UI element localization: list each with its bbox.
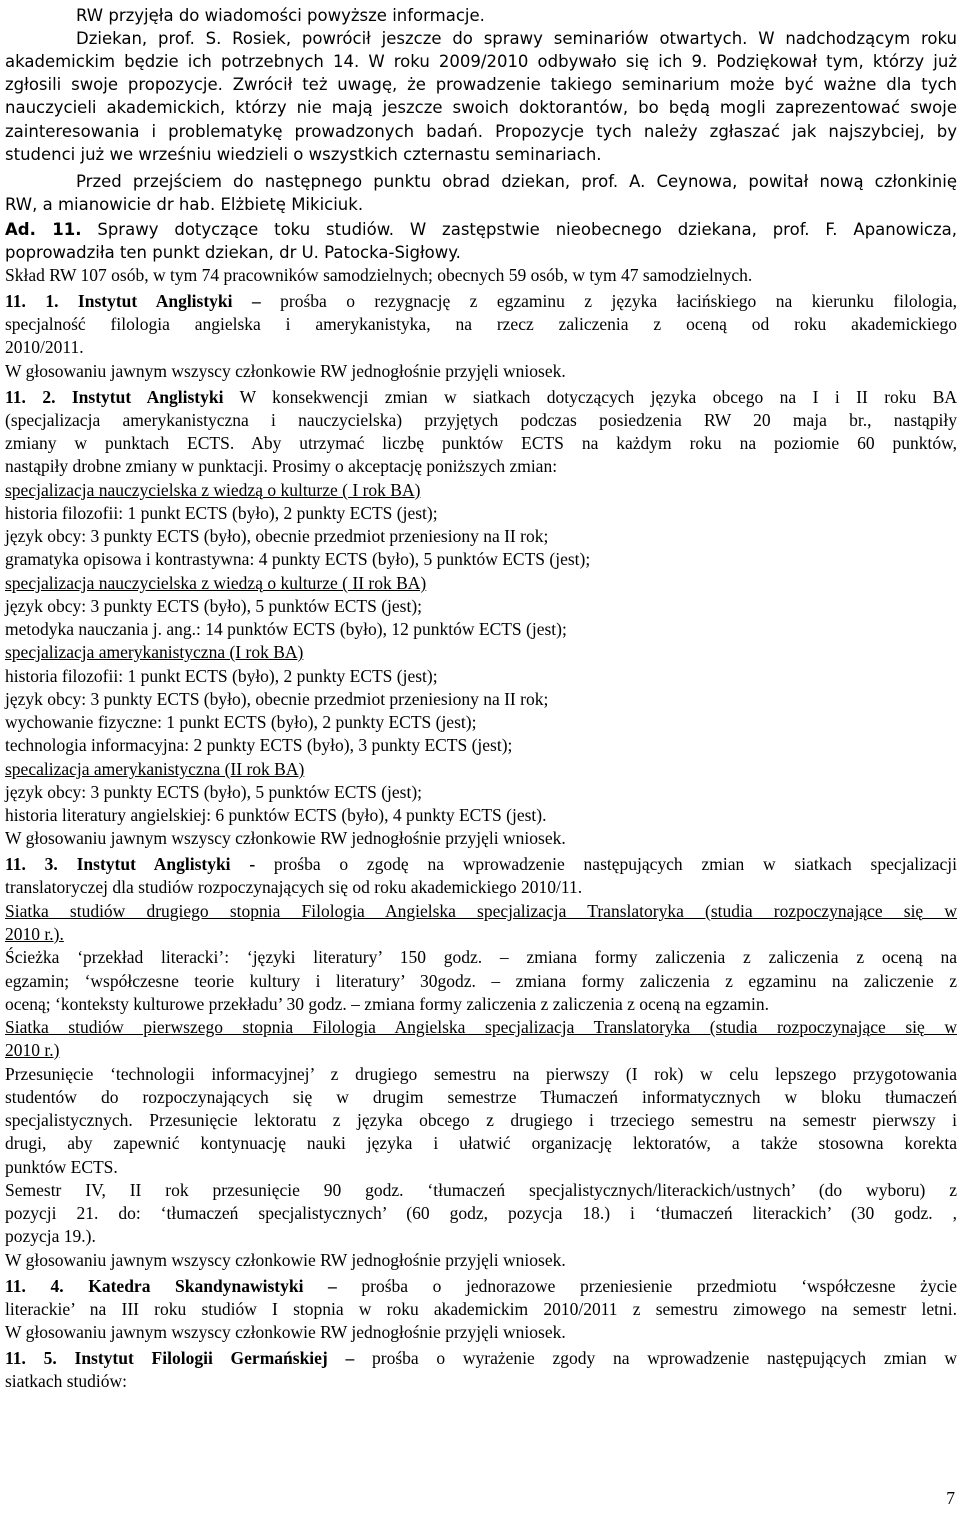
text-line: historia filozofii: 1 punkt ECTS (było), 2 punkty ECTS (jest); <box>5 503 438 523</box>
text-line: specjalność filologia angielska i amerykanistyka, na rzecz zaliczenia z oceną od roku akademickiego <box>5 314 957 334</box>
text-line: wychowanie fizyczne: 1 punkt ECTS (było), 2 punkty ECTS (jest); <box>5 712 477 732</box>
text-line: drugi, aby zapewnić kontynuację nauki języka i ułatwić organizację lektoratów, a także stosowna korekta <box>5 1133 957 1153</box>
item-heading: 11. 3. Instytut Anglistyki - <box>5 854 256 874</box>
text-line: siatkach studiów: <box>5 1371 127 1391</box>
text-line: gramatyka opisowa i kontrastywna: 4 punkty ECTS (było), 5 punktów ECTS (jest); <box>5 549 591 569</box>
text-line: Siatka studiów drugiego stopnia Filologia Angielska specjalizacja Translatoryka (studia rozpoczynające się w <box>5 901 957 921</box>
text-line: nastąpiły drobne zmiany w punktacji. Prosimy o akceptację poniższych zmian: <box>5 456 558 476</box>
text-line: 11. 5. Instytut Filologii Germańskiej – prośba o wyrażenie zgody na wprowadzenie następujących zmian w <box>5 1348 958 1368</box>
text-line: 2010 r.). <box>5 924 64 944</box>
text-line: zainteresowania i problematykę prowadzonych badań. Propozycje tych należy zgłaszać jak najszybciej, by <box>5 122 957 141</box>
text-line: W głosowaniu jawnym wszyscy członkowie RW jednogłośnie przyjęli wniosek. <box>5 361 566 381</box>
text-line: nauczycieli akademickich, którzy nie mają jeszcze swoich doktorantów, bo będą mogli zaprezentować swoje <box>5 98 957 117</box>
page-number: 7 <box>946 1488 955 1508</box>
text-line: literackie’ na III roku studiów I stopnia w roku akademickim 2010/2011 z semestru zimowego na semestr letni. <box>5 1299 957 1319</box>
text-line: 11. 3. Instytut Anglistyki - prośba o zgodę na wprowadzenie następujących zmian w siatkach specjalizacji <box>5 854 957 874</box>
text-line: specjalizacja nauczycielska z wiedzą o kulturze ( II rok BA) <box>5 573 427 593</box>
text-line: historia filozofii: 1 punkt ECTS (było), 2 punkty ECTS (jest); <box>5 666 438 686</box>
text-line: specjalizacja nauczycielska z wiedzą o kulturze ( I rok BA) <box>5 480 421 500</box>
text-line: (specjalizacja amerykanistyczna i nauczycielska) przyjętych podczas posiedzenia RW 20 maja br., nastąpiły <box>5 410 957 430</box>
item-heading: 11. 2. Instytut Anglistyki <box>5 387 224 407</box>
text-line: translatoryczej dla studiów rozpoczynających się od roku akademickiego 2010/11. <box>5 877 583 897</box>
text-line: Ad. 11. Sprawy dotyczące toku studiów. W zastępstwie nieobecnego dziekana, prof. F. Apanowicza, <box>5 220 957 239</box>
text-line: Semestr IV, II rok przesunięcie 90 godz. ‘tłumaczeń specjalistycznych/literackich/ustnych’ (do wyboru) z <box>5 1180 957 1200</box>
text-line: W głosowaniu jawnym wszyscy członkowie RW jednogłośnie przyjęli wniosek. <box>5 1250 566 1270</box>
text-line: język obcy: 3 punkty ECTS (było), obecnie przedmiot przeniesiony na II rok; <box>5 526 549 546</box>
text-line: technologia informacyjna: 2 punkty ECTS (było), 3 punkty ECTS (jest); <box>5 735 513 755</box>
text-line: Skład RW 107 osób, w tym 74 pracowników samodzielnych; obecnych 59 osób, w tym 47 samodzielnych. <box>5 265 753 285</box>
text-line: Przesunięcie ‘technologii informacyjnej’ z drugiego semestru na pierwszy (I rok) w celu lepszego przygotowania <box>5 1064 957 1084</box>
item-heading: 11. 4. Katedra Skandynawistyki – <box>5 1276 337 1296</box>
text-line: egzamin; ‘współczesne teorie kultury i literatury’ 30godz. – zmiana formy zaliczenia z egzaminu na zaliczenie z <box>5 971 957 991</box>
text-line: pozycja 19.). <box>5 1226 96 1246</box>
text-line: W głosowaniu jawnym wszyscy członkowie RW jednogłośnie przyjęli wniosek. <box>5 828 566 848</box>
item-heading: Ad. 11. <box>5 220 82 239</box>
text-line: Siatka studiów pierwszego stopnia Filologia Angielska specjalizacja Translatoryka (studia rozpoczynające się w <box>5 1017 957 1037</box>
text-line: specjalizacja amerykanistyczna (I rok BA) <box>5 642 304 662</box>
text-line: Przed przejściem do następnego punktu obrad dziekan, prof. A. Ceynowa, powitał nową członkinię <box>76 172 957 191</box>
text-line: akademickim będzie ich potrzebnych 14. W roku 2009/2010 odbywało się ich 9. Podziękował tym, którzy już <box>5 52 957 71</box>
text-line: Dziekan, prof. S. Rosiek, powrócił jeszcze do sprawy seminariów otwartych. W nadchodzącym roku <box>76 29 957 48</box>
text-line: specalizacja amerykanistyczna (II rok BA) <box>5 759 305 779</box>
item-heading: 11. 1. Instytut Anglistyki – <box>5 291 261 311</box>
text-line: metodyka nauczania j. ang.: 14 punktów ECTS (było), 12 punktów ECTS (jest); <box>5 619 567 639</box>
text-line: pozycji 21. do: ‘tłumaczeń specjalistycznych’ (60 godz, pozycja 18.) i ‘tłumaczeń literackich’ (30 godz. , <box>5 1203 957 1223</box>
text-line: zmiany w punktach ECTS. Aby utrzymać liczbę punktów ECTS na każdym roku na poziomie 60 punktów, <box>5 433 957 453</box>
text-line: 11. 2. Instytut Anglistyki W konsekwencji zmian w siatkach dotyczących języka obcego na I i II roku BA <box>5 387 957 407</box>
text-line: studenci już we wrześniu wiedzieli o wszystkich czternastu seminariach. <box>5 145 602 164</box>
text-line: zgłosili swoje propozycje. Zwrócił też uwagę, że prowadzenie takiego seminarium może być ważne dla tych <box>5 75 957 94</box>
text-line: 2010 r.) <box>5 1040 60 1060</box>
text-line: punktów ECTS. <box>5 1157 118 1177</box>
text-line: język obcy: 3 punkty ECTS (było), 5 punktów ECTS (jest); <box>5 596 423 616</box>
text-line: 11. 1. Instytut Anglistyki – prośba o rezygnację z egzaminu z języka łacińskiego na kierunku filologia, <box>5 291 958 311</box>
text-line: historia literatury angielskiej: 6 punktów ECTS (było), 4 punkty ECTS (jest). <box>5 805 547 825</box>
text-line: poprowadziła ten punkt dziekan, dr U. Patocka-Sigłowy. <box>5 243 461 262</box>
text-line: RW, a mianowicie dr hab. Elżbietę Mikiciuk. <box>5 195 364 214</box>
text-line: Ścieżka ‘przekład literacki’: ‘języki literatury’ 150 godz. – zmiana formy zaliczenia z zaliczenia z oceną na <box>5 947 957 967</box>
text-line: specjalistycznych. Przesunięcie lektoratu z języka obcego z drugiego i trzeciego semestru na semestr pierwszy i <box>5 1110 957 1130</box>
text-line: studentów do rozpoczynających się w drugim semestrze Tłumaczeń informatycznych w bloku tłumaczeń <box>5 1087 957 1107</box>
text-line: oceną; ‘konteksty kulturowe przekładu’ 30 godz. – zmiana formy zaliczenia z zaliczenia z oceną na egzamin. <box>5 994 769 1014</box>
text-line: RW przyjęła do wiadomości powyższe informacje. <box>76 6 485 25</box>
text-line: język obcy: 3 punkty ECTS (było), obecnie przedmiot przeniesiony na II rok; <box>5 689 549 709</box>
text-line: 11. 4. Katedra Skandynawistyki – prośba o jednorazowe przeniesienie przedmiotu ‘współczesne życie <box>5 1276 957 1296</box>
text-line: 2010/2011. <box>5 337 84 357</box>
item-heading: 11. 5. Instytut Filologii Germańskiej – <box>5 1348 355 1368</box>
text-line: W głosowaniu jawnym wszyscy członkowie RW jednogłośnie przyjęli wniosek. <box>5 1322 566 1342</box>
text-line: język obcy: 3 punkty ECTS (było), 5 punktów ECTS (jest); <box>5 782 423 802</box>
